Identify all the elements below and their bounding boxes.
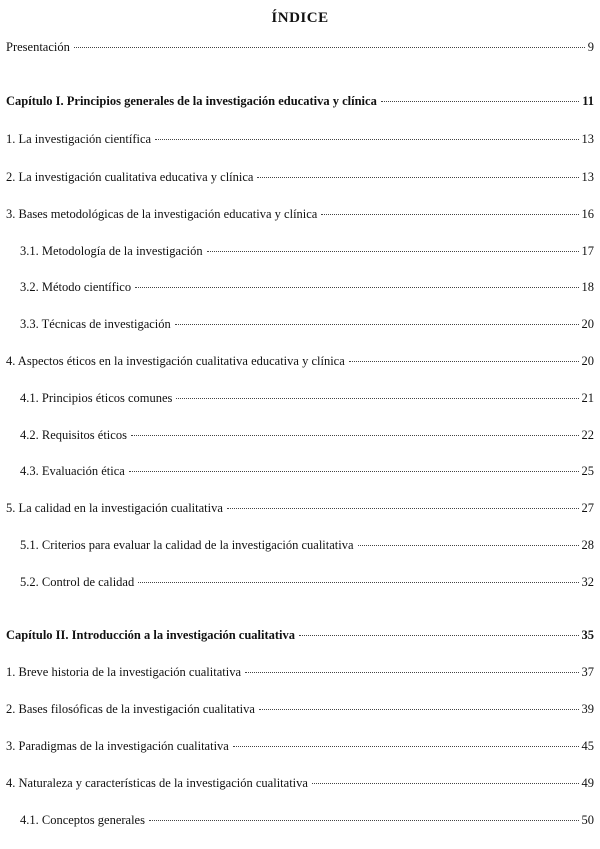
toc-entry-label: 1. Breve historia de la investigación cualitativa	[6, 665, 241, 679]
toc-entry-label: 4. Naturaleza y características de la investigación cualitativa	[6, 776, 308, 790]
toc-entry-1-3-2[interactable]	[20, 279, 594, 295]
toc-entry-label: 5.1. Criterios para evaluar la calidad de la investigación cualitativa	[20, 538, 354, 552]
toc-entry-label: 4.1. Conceptos generales	[20, 813, 145, 827]
dot-leader	[155, 139, 578, 140]
dot-leader	[381, 101, 579, 102]
toc-entry-1-5-2[interactable]	[20, 574, 594, 590]
dot-leader	[129, 471, 579, 472]
toc-entry-label: 3.2. Método científico	[20, 280, 132, 294]
toc-entry-page: 11	[582, 94, 594, 108]
toc-entry-label: Presentación	[6, 40, 70, 54]
toc-entry-label: 2. Bases filosóficas de la investigación cualitativa	[6, 702, 255, 716]
toc-entry-2-4[interactable]	[6, 775, 594, 791]
toc-entry-page: 18	[581, 280, 594, 294]
toc-entry-1-4[interactable]	[6, 353, 594, 369]
toc-entry-page: 37	[581, 665, 594, 679]
toc-entry-label: Capítulo II. Introducción a la investigación cualitativa	[6, 628, 296, 642]
toc-entry-1-5-1[interactable]	[20, 537, 594, 553]
toc-entry-2-2[interactable]	[6, 701, 594, 717]
toc-entry-label: 4.3. Evaluación ética	[20, 464, 125, 478]
toc-entry-label: 3.1. Metodología de la investigación	[20, 244, 203, 258]
toc-entry-label: Capítulo I. Principios generales de la investigación educativa y clínica	[6, 94, 377, 108]
dot-leader	[175, 324, 579, 325]
dot-leader	[312, 783, 579, 784]
toc-entry-1-3[interactable]	[6, 206, 594, 222]
toc-entry-page: 39	[581, 702, 594, 716]
toc-entry-1-3-1[interactable]	[20, 243, 594, 259]
dot-leader	[349, 361, 579, 362]
toc-entry-page: 28	[581, 538, 594, 552]
dot-leader	[227, 508, 579, 509]
toc-entry-label: 3.3. Técnicas de investigación	[20, 317, 171, 331]
toc-entry-label: 3. Bases metodológicas de la investigación educativa y clínica	[6, 207, 318, 221]
toc-entry-1-2[interactable]	[6, 169, 594, 185]
toc-entry-chapter-1[interactable]	[6, 93, 594, 109]
toc-entry-label: 2. La investigación cualitativa educativa y clínica	[6, 170, 254, 184]
toc-entry-page: 22	[581, 428, 594, 442]
toc-entry-page: 35	[581, 628, 594, 642]
toc-entry-label: 4. Aspectos éticos en la investigación cualitativa educativa y clínica	[6, 354, 345, 368]
toc-entry-1-3-3[interactable]	[20, 316, 594, 332]
page-title: ÍNDICE	[271, 10, 329, 26]
toc-entry-label: 3. Paradigmas de la investigación cualitativa	[6, 739, 229, 753]
toc-entry-2-3[interactable]	[6, 738, 594, 754]
toc-entry-page: 45	[581, 739, 594, 753]
dot-leader	[233, 746, 579, 747]
toc-entry-page: 16	[581, 207, 594, 221]
dot-leader	[176, 398, 578, 399]
toc-entry-page: 32	[581, 575, 594, 589]
toc-entry-2-4-1[interactable]	[20, 812, 594, 828]
toc-entry-page: 17	[581, 244, 594, 258]
toc-entry-page: 50	[581, 813, 594, 827]
dot-leader	[135, 287, 578, 288]
toc-entry-label: 5. La calidad en la investigación cualitativa	[6, 501, 223, 515]
dot-leader	[321, 214, 578, 215]
dot-leader	[245, 672, 579, 673]
dot-leader	[207, 251, 579, 252]
dot-leader	[149, 820, 579, 821]
toc-entry-1-4-2[interactable]	[20, 427, 594, 443]
dot-leader	[257, 177, 578, 178]
toc-entry-chapter-2[interactable]	[6, 627, 594, 643]
dot-leader	[74, 47, 585, 48]
toc-entry-label: 4.1. Principios éticos comunes	[20, 391, 173, 405]
toc-entry-label: 1. La investigación científica	[6, 132, 152, 146]
toc-entry-page: 20	[581, 354, 594, 368]
dot-leader	[138, 582, 578, 583]
dot-leader	[358, 545, 579, 546]
toc-entry-1-4-1[interactable]	[20, 390, 594, 406]
toc-entry-1-5[interactable]	[6, 500, 594, 516]
toc-entry-2-1[interactable]	[6, 664, 594, 680]
toc-entry-page: 25	[581, 464, 594, 478]
toc-entry-page: 49	[581, 776, 594, 790]
toc-entry-label: 4.2. Requisitos éticos	[20, 428, 127, 442]
toc-entry-presentacion[interactable]	[6, 39, 594, 55]
toc-entry-page: 27	[581, 501, 594, 515]
toc-entry-page: 13	[581, 132, 594, 146]
toc-entry-1-1[interactable]	[6, 131, 594, 147]
toc-entry-page: 13	[581, 170, 594, 184]
dot-leader	[259, 709, 579, 710]
toc-entry-page: 21	[581, 391, 594, 405]
toc-entry-page: 20	[581, 317, 594, 331]
toc-entry-page: 9	[587, 40, 594, 54]
dot-leader	[131, 435, 579, 436]
toc-entry-1-4-3[interactable]	[20, 463, 594, 479]
dot-leader	[299, 635, 578, 636]
toc-entry-label: 5.2. Control de calidad	[20, 575, 135, 589]
